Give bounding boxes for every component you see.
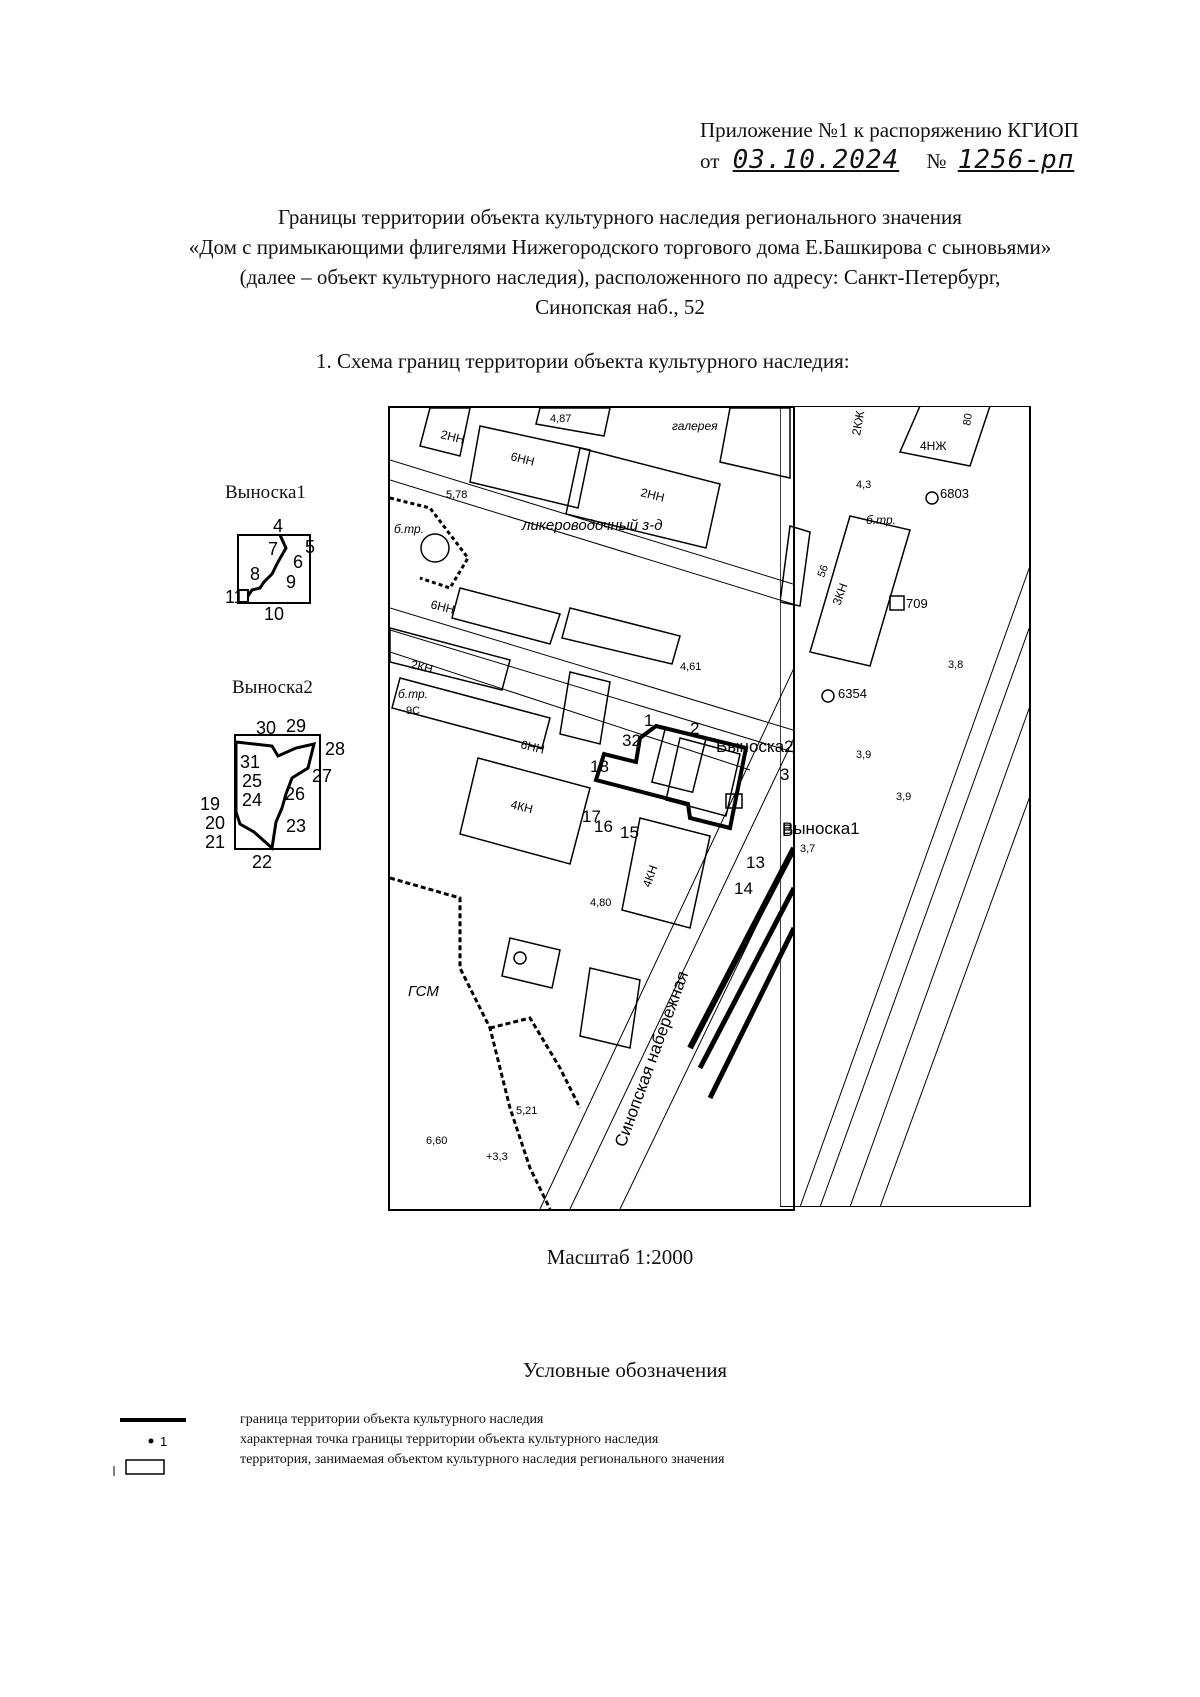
gallery-label: галерея bbox=[672, 419, 718, 433]
legend-title: Условные обозначения bbox=[522, 1358, 728, 1382]
station-id-6803: 6803 bbox=[940, 486, 969, 501]
callout1-pt-7: 7 bbox=[268, 539, 279, 559]
title-line-3: (далее – объект культурного наследия), расположенного по адресу: Санкт-Петербург, bbox=[239, 265, 1001, 289]
callout1-pt-9: 9 bbox=[286, 572, 297, 592]
boundary-point-13: 13 bbox=[746, 853, 765, 872]
title-line-1: Границы территории объекта культурного наследия регионального значения bbox=[278, 205, 962, 229]
callout1-pt-8: 8 bbox=[250, 564, 261, 584]
legend-item-point: характерная точка границы территории объекта культурного наследия bbox=[240, 1432, 659, 1447]
building-label: 2КЖ bbox=[849, 409, 868, 437]
building-label: 4НЖ bbox=[920, 439, 947, 453]
callout1-pt-4: 4 bbox=[273, 516, 284, 536]
callout1-pt-6: 6 bbox=[293, 552, 304, 572]
callout2-pt-30: 30 bbox=[256, 718, 277, 738]
structure-code: 9С bbox=[406, 705, 421, 717]
legend-item-territory: территория, занимаемая объектом культурного наследия регионального значения bbox=[240, 1452, 725, 1467]
callout2-pt-28: 28 bbox=[325, 739, 346, 759]
boundary-point-17: 17 bbox=[582, 807, 601, 826]
callout2-pt-24: 24 bbox=[242, 790, 263, 810]
elevation: 3,9 bbox=[896, 791, 912, 803]
legend-point-label: 1 bbox=[160, 1434, 168, 1449]
building-label: 4КН bbox=[509, 797, 535, 817]
section-heading: 1. Схема границ территории объекта культурного наследия: bbox=[316, 349, 850, 373]
appendix-line: Приложение №1 к распоряжению КГИОП bbox=[700, 118, 1079, 142]
elevation: 5,21 bbox=[516, 1105, 538, 1117]
number-prefix: № bbox=[926, 149, 947, 173]
boundary-point-15: 15 bbox=[620, 823, 639, 842]
substation-label: б.тр. bbox=[866, 513, 896, 527]
station-id-709: 709 bbox=[906, 596, 928, 611]
callout2-pt-23: 23 bbox=[286, 816, 307, 836]
callout2-pt-22: 22 bbox=[252, 852, 273, 868]
order-number: 1256-рп bbox=[957, 145, 1075, 175]
building-label: 3КН bbox=[829, 581, 851, 608]
callout1-pt-11: 11 bbox=[225, 587, 244, 607]
structure-code: 80 bbox=[961, 412, 976, 427]
callout-ref-2: Выноска2 bbox=[716, 737, 793, 756]
building-label: 6НН bbox=[509, 449, 536, 469]
appendix-header bbox=[700, 115, 1079, 176]
callout1-label: Выноска1 bbox=[225, 482, 306, 503]
order-date: 03.10.2024 bbox=[732, 145, 900, 175]
elevation: 5,78 bbox=[446, 489, 468, 501]
callout2-label: Выноска2 bbox=[232, 677, 313, 698]
appendix-date-row bbox=[700, 145, 1079, 176]
callout2-pt-31: 31 bbox=[240, 752, 261, 772]
elevation: +3,3 bbox=[486, 1151, 508, 1163]
elevation: 4,87 bbox=[550, 413, 572, 425]
legend-item-boundary: граница территории объекта культурного наследия bbox=[240, 1412, 544, 1427]
cadastral-map bbox=[388, 406, 795, 1211]
callout2-diagram bbox=[200, 708, 360, 868]
map-right-part bbox=[780, 406, 1040, 1207]
boundary-point-1: 1 bbox=[644, 711, 654, 730]
street-label: Синопская набережная bbox=[610, 968, 693, 1150]
callout2-pt-27: 27 bbox=[312, 766, 333, 786]
callout2-pt-29: 29 bbox=[286, 716, 307, 736]
building-label: 2КН bbox=[409, 657, 435, 677]
callout2-pt-19: 19 bbox=[200, 794, 221, 814]
elevation: 3,7 bbox=[800, 843, 816, 855]
callout1-diagram bbox=[200, 508, 340, 628]
legend-point-icon bbox=[149, 1439, 154, 1444]
date-prefix: от bbox=[700, 149, 720, 173]
boundary-point-32: 32 bbox=[622, 731, 641, 750]
substation-label: б.тр. bbox=[394, 522, 424, 536]
elevation: 4,80 bbox=[590, 897, 612, 909]
building-label: 6НН bbox=[519, 737, 546, 757]
legend-symbols bbox=[110, 1408, 200, 1483]
boundary-point-2: 2 bbox=[690, 719, 700, 738]
callout2-pt-26: 26 bbox=[285, 784, 306, 804]
building-label: 6НН bbox=[429, 597, 456, 617]
elevation: 3,9 bbox=[856, 749, 872, 761]
callout2-pt-25: 25 bbox=[242, 771, 263, 791]
callout-ref-1: В bbox=[782, 821, 793, 840]
structure-code: 56 bbox=[815, 563, 832, 580]
building-label: 2НН bbox=[639, 485, 666, 505]
elevation: 3,8 bbox=[948, 659, 964, 671]
callout1-pt-5: 5 bbox=[305, 537, 316, 557]
callout-ref-label: Выноска1 bbox=[782, 819, 860, 838]
callout2-pt-20: 20 bbox=[205, 813, 226, 833]
title-line-4: Синопская наб., 52 bbox=[535, 295, 705, 319]
elevation: 4,61 bbox=[680, 661, 702, 673]
station-id-6354: 6354 bbox=[838, 686, 867, 701]
map-canvas bbox=[390, 408, 793, 1209]
boundary-point-18: 18 bbox=[590, 757, 609, 776]
boundary-point-14: 14 bbox=[734, 879, 753, 898]
document-title bbox=[100, 202, 1140, 322]
boundary-point-16: 16 bbox=[594, 817, 613, 836]
legend-box-icon bbox=[126, 1460, 164, 1474]
elevation: 4,3 bbox=[856, 479, 872, 491]
boundary-point-3: 3 bbox=[780, 765, 790, 784]
map-scale: Масштаб 1:2000 bbox=[546, 1245, 694, 1269]
substation-label: б.тр. bbox=[398, 687, 428, 701]
elevation: 6,60 bbox=[426, 1135, 448, 1147]
callout2-pt-21: 21 bbox=[205, 832, 226, 852]
title-line-2: «Дом с примыкающими флигелями Нижегородского торгового дома Е.Башкирова с сыновьями» bbox=[188, 235, 1052, 259]
building-label: 4КН bbox=[639, 863, 661, 890]
building-label: 2НН bbox=[439, 427, 466, 447]
fuel-label: ГСМ bbox=[408, 983, 439, 1000]
factory-label: ликероводочный з-д bbox=[522, 517, 663, 534]
callout1-pt-10: 10 bbox=[264, 604, 285, 624]
